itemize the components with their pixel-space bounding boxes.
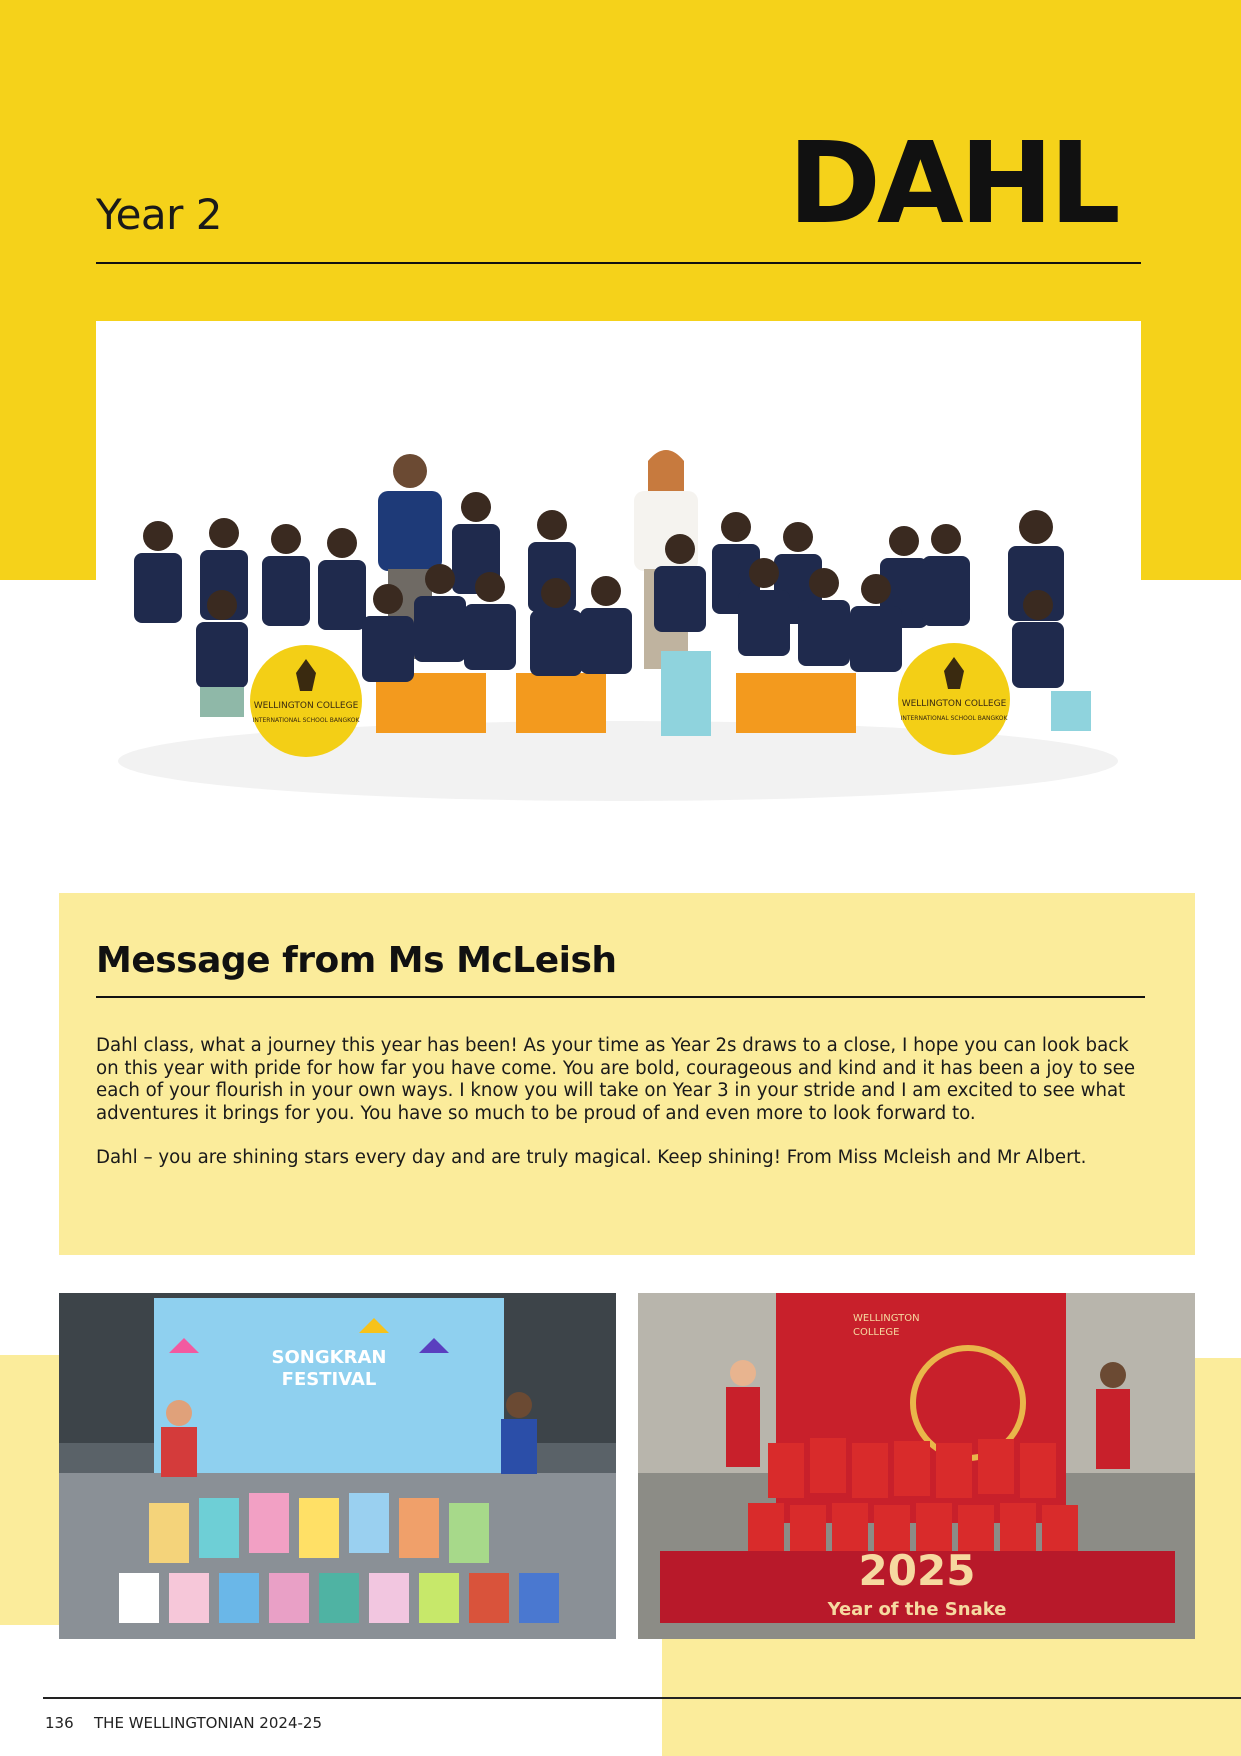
- publication-name: THE WELLINGTONIAN 2024-25: [94, 1714, 322, 1732]
- school-emblem-sign: [898, 643, 1010, 755]
- songkran-banner-line1: SONGKRAN: [271, 1347, 387, 1368]
- message-title: Message from Ms McLeish: [96, 940, 617, 981]
- emblem-subtext: INTERNATIONAL SCHOOL BANGKOK: [252, 717, 360, 724]
- year-label: Year 2: [96, 190, 222, 239]
- cny-caption: Year of the Snake: [827, 1599, 1007, 1620]
- school-emblem-sign: [250, 645, 362, 757]
- header-divider: [96, 262, 1141, 264]
- emblem-text: WELLINGTON COLLEGE: [253, 701, 359, 711]
- footer-divider: [43, 1697, 1241, 1699]
- cny-photo-illustration: [638, 1293, 1195, 1639]
- class-group-photo: [96, 321, 1141, 856]
- songkran-banner-line2: FESTIVAL: [281, 1369, 377, 1390]
- message-paragraph: Dahl – you are shining stars every day and are truly magical. Keep shining! From Miss Mcleish and Mr Albert.: [96, 1147, 1087, 1168]
- songkran-photo-illustration: [59, 1293, 616, 1639]
- chinese-new-year-photo: [638, 1293, 1195, 1639]
- class-photo-illustration: [96, 321, 1141, 856]
- page-number: 136: [45, 1714, 74, 1732]
- cny-brand-line2: COLLEGE: [853, 1327, 900, 1338]
- message-divider: [96, 996, 1145, 998]
- songkran-festival-photo: [59, 1293, 616, 1639]
- emblem-subtext: INTERNATIONAL SCHOOL BANGKOK: [900, 715, 1008, 722]
- message-paragraph: Dahl class, what a journey this year has been! As your time as Year 2s draws to a close, I hope you can look back on this year with pride for how far you have come. You are bold, courageous and kind and it has been a joy to see each of your flourish in your own ways. I know you will take on Year 3 in your stride and I am excited to see what adventures it brings for you. You have so much to be proud of and even more to look forward to.: [96, 1035, 1136, 1124]
- decorative-yellow-block-left: [0, 1355, 59, 1625]
- cny-year: 2025: [858, 1546, 976, 1595]
- class-title: DAHL: [788, 119, 1117, 249]
- emblem-text: WELLINGTON COLLEGE: [901, 699, 1007, 709]
- cny-brand-line1: WELLINGTON: [853, 1313, 920, 1324]
